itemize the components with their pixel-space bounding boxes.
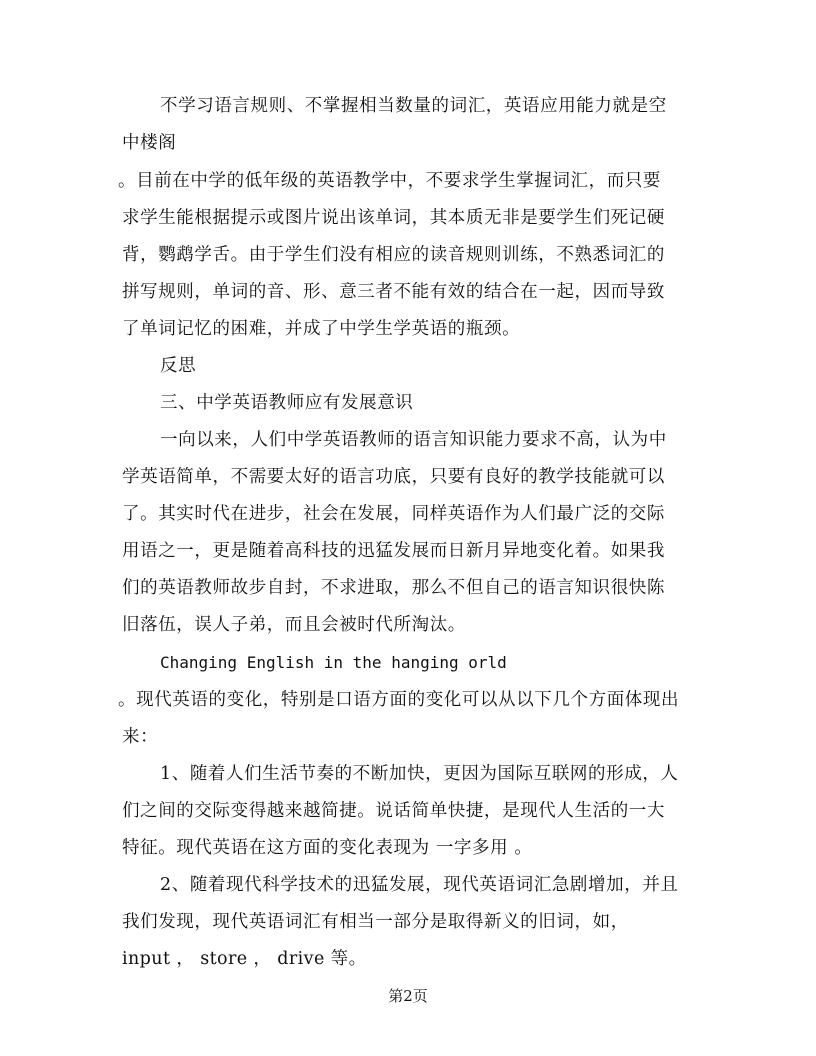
paragraph-line: 。现代英语的变化，特别是口语方面的变化可以从以下几个方面体现出: [118, 690, 680, 710]
paragraph-line: 求学生能根据提示或图片说出该单词，其本质无非是要学生们死记硬: [122, 208, 665, 228]
paragraph-line: 来：: [122, 727, 159, 747]
section-heading: 三、中学英语教师应有发展意识: [160, 393, 414, 413]
paragraph-line: 了单词记忆的困难，并成了中学生学英语的瓶颈。: [122, 319, 521, 339]
paragraph-line: 2、随着现代科学技术的迅猛发展，现代英语词汇急剧增加，并且: [160, 875, 679, 895]
paragraph-line: 们之间的交际变得越来越简捷。说话简单快捷，是现代人生活的一大: [122, 801, 665, 821]
paragraph-line: input ， store ， drive 等。: [122, 949, 367, 969]
paragraph-line: 拼写规则，单词的音、形、意三者不能有效的结合在一起，因而导致: [122, 282, 665, 302]
paragraph-line: 了。其实时代在进步，社会在发展，同样英语作为人们最广泛的交际: [122, 504, 665, 524]
paragraph-line: 旧落伍，误人子弟，而且会被时代所淘汰。: [122, 615, 466, 635]
paragraph-line: 特征。现代英语在这方面的变化表现为 一字多用 。: [122, 838, 533, 858]
paragraph-line: 学英语简单，不需要太好的语言功底，只要有良好的教学技能就可以: [122, 467, 665, 487]
paragraph-line: 一向以来，人们中学英语教师的语言知识能力要求不高，认为中: [160, 430, 667, 450]
paragraph-line: 背，鹦鹉学舌。由于学生们没有相应的读音规则训练，不熟悉词汇的: [122, 245, 665, 265]
paragraph-line: 不学习语言规则、不掌握相当数量的词汇，英语应用能力就是空: [160, 96, 667, 116]
page-number: 第2页: [388, 987, 428, 1005]
section-label: 反思: [160, 356, 197, 376]
paragraph-line: 用语之一，更是随着高科技的迅猛发展而日新月异地变化着。如果我: [122, 541, 665, 561]
paragraph-line: 我们发现，现代英语词汇有相当一部分是取得新义的旧词，如，: [122, 912, 629, 932]
english-phrase: Changing English in the hanging orld: [160, 653, 507, 672]
paragraph-line: 1、随着人们生活节奏的不断加快，更因为国际互联网的形成，人: [160, 764, 679, 784]
paragraph-line: 。目前在中学的低年级的英语教学中，不要求学生掌握词汇，而只要: [118, 171, 661, 191]
paragraph-line: 们的英语教师故步自封，不求进取，那么不但自己的语言知识很快陈: [122, 578, 665, 598]
paragraph-line: 中楼阁: [122, 133, 177, 153]
